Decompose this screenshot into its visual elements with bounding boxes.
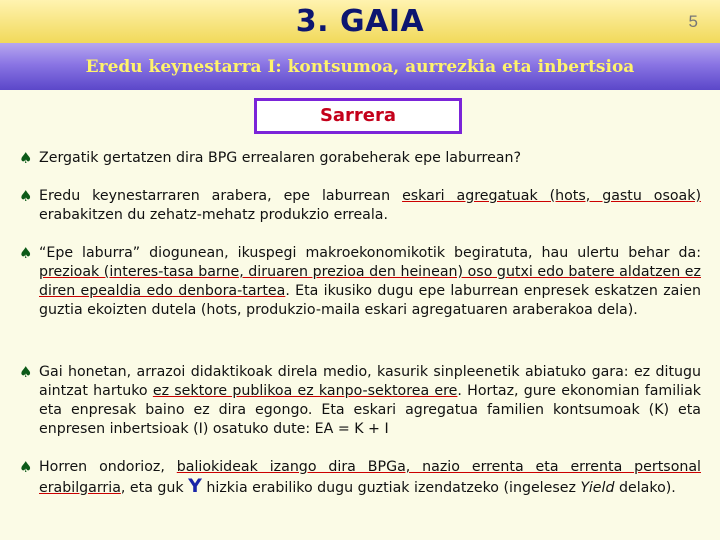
bullet-item — [19, 244, 701, 320]
bullet-text: Zergatik gertatzen dira BPG errealaren gorabeherak epe laburrean? — [39, 150, 522, 166]
page-number: 5 — [688, 12, 698, 31]
italic-term: Yield — [580, 480, 615, 496]
bullet-item — [19, 363, 701, 439]
slide-title: 3. GAIA — [295, 4, 425, 39]
underlined-phrase: baliokideak izango dira BPGa, nazio errenta eta errenta pertsonal erabilgarria — [39, 459, 701, 496]
section-label: Sarrera — [254, 98, 462, 134]
bullet-text: Gai honetan, arrazoi didaktikoak direla medio, kasurik sinpleenetik abiatuko gara: ez ditugu aintzat hartuko ez sektore publikoa ez kanpo-sektorea ere. Hortaz, gure ekonomian familiak eta enpresak baino ez dira egongo. Eta eskari agregatua familien kontsumoak (K) eta enpresen inbertsioak (I) osatuko dute: EA = K + I — [39, 364, 701, 437]
bullet-text: “Epe laburra” diogunean, ikuspegi makroekonomikotik begiratuta, hau ulertu behar da: prezioak (interes-tasa barne, diruaren prezioa den heinean) oso gutxi edo batere aldatzen ez diren epealdia edo denbora-tartea. Eta ikusiko dugu epe laburrean enpresek eskatzen zaien guztia ekoizten dutela (hots, produkzio-maila eskari agregatuaren araberakoa dela). — [39, 245, 701, 318]
bullet-item — [19, 458, 701, 498]
bullet-item — [19, 149, 701, 168]
bullet-item — [19, 187, 701, 225]
spade-icon: ♠ — [19, 187, 33, 205]
y-symbol: Y — [188, 475, 202, 497]
underlined-phrase: eskari agregatuak (hots, gastu osoak) — [402, 188, 701, 204]
spade-icon: ♠ — [19, 363, 33, 381]
underlined-phrase: ez sektore publikoa ez kanpo-sektorea ere — [152, 383, 458, 399]
spade-icon: ♠ — [19, 458, 33, 476]
bullet-text: Eredu keynestarraren arabera, epe laburrean eskari agregatuak (hots, gastu osoak) erabakitzen du zehatz-mehatz produkzio erreala. — [39, 188, 701, 223]
slide-subtitle: Eredu keynestarra I: kontsumoa, aurrezkia eta inbertsioa — [85, 57, 635, 77]
spade-icon: ♠ — [19, 244, 33, 262]
bullet-text: Horren ondorioz, baliokideak izango dira BPGa, nazio errenta eta errenta pertsonal erabilgarria, eta guk Y hizkia erabiliko dugu guztiak izendatzeko (ingelesez Yield delako). — [39, 459, 701, 497]
underlined-phrase: prezioak (interes-tasa barne, diruaren prezioa den heinean) oso gutxi edo batere aldatzen ez diren epealdia edo denbora-tartea — [39, 264, 701, 299]
spade-icon: ♠ — [19, 149, 33, 167]
